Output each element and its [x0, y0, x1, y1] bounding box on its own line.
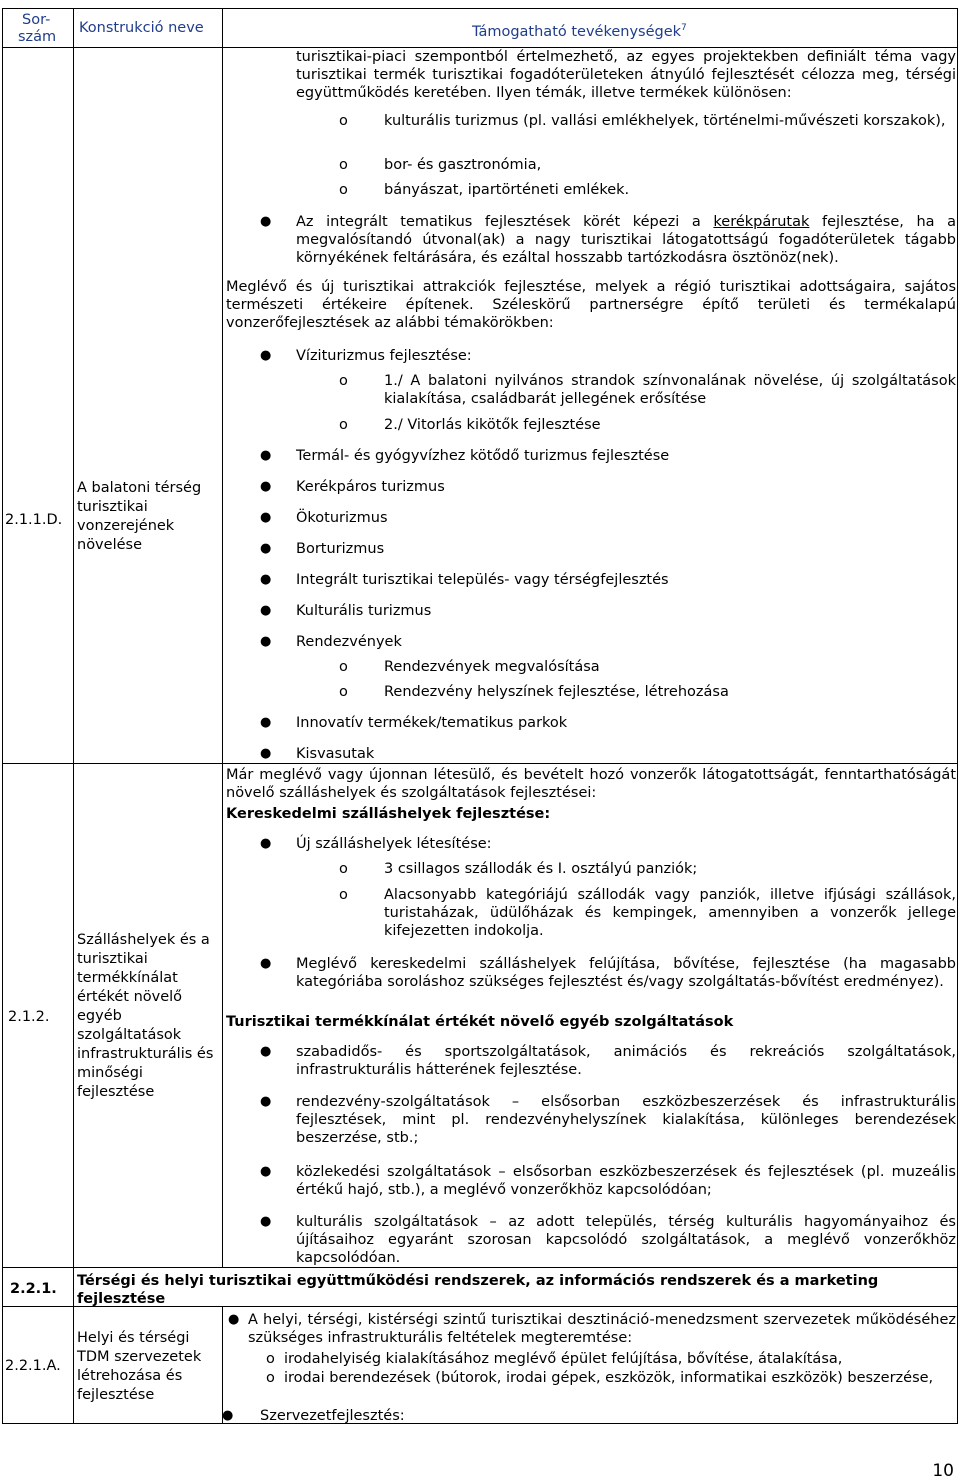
- page-number: 10: [932, 1461, 954, 1481]
- row2-new-accom: Új szálláshelyek létesítése:: [296, 836, 492, 852]
- row3-title: Térségi és helyi turisztikai együttműködési rendszerek, az információs rendszerek és a marketing fejlesztése: [77, 1273, 879, 1307]
- row2-heading-commercial: Kereskedelmi szálláshelyek fejlesztése:: [226, 806, 551, 822]
- row1-code: 2.1.1.D.: [5, 512, 63, 528]
- row1-theme-2: bor- és gasztronómia,: [384, 157, 542, 173]
- bullet-icon: ●: [260, 603, 272, 618]
- row1-topic-railway: Kisvasutak: [296, 746, 375, 762]
- header-sorszam-line2: szám: [18, 29, 57, 45]
- header-tamogathato: [472, 20, 687, 41]
- row1-theme-3: bányászat, ipartörténeti emlékek.: [384, 182, 630, 198]
- row1-theme-1: kulturális turizmus (pl. vallási emlékhelyek, történelmi-művészeti korszakok),: [384, 113, 946, 129]
- row3-code: 2.2.1.: [10, 1281, 57, 1297]
- circle-bullet: o: [339, 417, 348, 433]
- bullet-icon: ●: [260, 541, 272, 556]
- row2-name: Szálláshelyek és a turisztikai termékkínálat értékét növelő egyéb szolgáltatások infrastrukturális és minőségi fejlesztése: [77, 932, 214, 1100]
- bullet-icon: ●: [260, 715, 272, 730]
- bike-post: fejlesztése, ha a megvalósítandó útvonal(ak) a nagy turisztikai látogatottságú fogadóterületek tágabb környékének feltárására, és ezáltal hosszabb tartózkodásra ösztönöz(nek).: [296, 214, 956, 266]
- row2-intro: Már meglévő vagy újonnan létesülő, és bevételt hozó vonzerők látogatottságát, fenntarthatóságát növelő szálláshelyek és szolgáltatások fejlesztései:: [226, 767, 956, 801]
- row2-code: 2.1.2.: [8, 1009, 50, 1025]
- row4-name: Helyi és térségi TDM szervezetek létrehozása és fejlesztése: [77, 1330, 202, 1403]
- row1-events-sub2: Rendezvény helyszínek fejlesztése, létrehozása: [384, 684, 729, 700]
- row2-service-4: kulturális szolgáltatások – az adott település, térség kulturális hagyományaihoz és újításaihoz egyaránt szorosan kapcsolódó szolgáltatások, a meglévő vonzerőkhöz kapcsolódóan.: [296, 1214, 956, 1266]
- row2-existing-accom: Meglévő kereskedelmi szálláshelyek felújítása, bővítése, fejlesztése (ha magasabb kategóriába soroláshoz szükséges fejlesztést és/vagy szolgáltatás-bővítést eredményez).: [296, 956, 956, 990]
- circle-bullet: o: [339, 861, 348, 877]
- row2-heading-services: Turisztikai termékkínálat értékét növelő egyéb szolgáltatások: [226, 1014, 734, 1030]
- row2-service-1: szabadidős- és sportszolgáltatások, animációs és rekreációs szolgáltatások, infrastrukturális hátterének fejlesztése.: [296, 1044, 956, 1078]
- row1-topic-eco: Ökoturizmus: [296, 510, 388, 526]
- bullet-icon: ●: [260, 448, 272, 463]
- row1-intro: turisztikai-piaci szempontból értelmezhető, az egyes projektekben definiált téma vagy turisztikai termék turisztikai fogadóterületeken átnyúló fejlesztését célozza meg, térségi együttműködés keretében. Ilyen témák, illetve termékek különösen:: [296, 49, 956, 101]
- row4-bullet-2: Szervezetfejlesztés:: [260, 1408, 405, 1424]
- bullet-icon: ●: [260, 1164, 272, 1179]
- table-border-col2: [222, 8, 223, 1268]
- table-border-top: [2, 8, 958, 9]
- row1-topic-integrated: Integrált turisztikai település- vagy térségfejlesztés: [296, 572, 669, 588]
- row1-attractions: Meglévő és új turisztikai attrakciók fejlesztése, melyek a régió turisztikai adottságaira, sajátos természeti értékeire építenek. Széleskörű partnerségre építő területi és termékalapú vonzerőfejlesztések az alábbi témakörökben:: [226, 279, 956, 331]
- header-sorszam: [22, 12, 50, 29]
- circle-bullet: o: [339, 182, 348, 198]
- row1-topic-water: Víziturizmus fejlesztése:: [296, 348, 472, 364]
- bullet-icon: ●: [260, 1044, 272, 1059]
- row2-service-3: közlekedési szolgáltatások – elsősorban eszközbeszerzések és fejlesztések (pl. muzeális értékű hajó, stb.), a meglévő vonzerőkhöz kapcsolódóan;: [296, 1164, 956, 1198]
- footnote-ref: 7: [681, 23, 687, 33]
- bullet-icon: ●: [222, 1408, 234, 1423]
- bullet-icon: ●: [228, 1312, 240, 1327]
- row1-topic-bike: Kerékpáros turizmus: [296, 479, 445, 495]
- row1-name: A balatoni térség turisztikai vonzerejének növelése: [77, 480, 202, 553]
- circle-bullet: o: [266, 1370, 275, 1386]
- row1-water-sub1: 1./ A balatoni nyilvános strandok színvonalának növelése, új szolgáltatások kialakítása, családbarát jellegének erősítése: [384, 373, 956, 407]
- row2-new-sub1: 3 csillagos szállodák és I. osztályú panziók;: [384, 861, 698, 877]
- row1-bottom-border: [2, 763, 958, 764]
- circle-bullet: o: [339, 373, 348, 389]
- bullet-icon: ●: [260, 956, 272, 971]
- row1-bike-paragraph: [296, 213, 956, 267]
- table-border-col1: [73, 8, 74, 1424]
- bullet-icon: ●: [260, 836, 272, 851]
- circle-bullet: o: [339, 157, 348, 173]
- header-konstrukcio-neve: Konstrukció neve: [79, 20, 204, 36]
- bullet-icon: ●: [260, 510, 272, 525]
- row2-service-2: rendezvény-szolgáltatások – elsősorban eszközbeszerzések és infrastrukturális fejlesztések, mint pl. rendezvényhelyszínek kialakítása, különleges berendezések beszerzése, stb.;: [296, 1094, 956, 1146]
- table-border-right: [957, 8, 958, 1424]
- circle-bullet: o: [339, 659, 348, 675]
- bullet-icon: ●: [260, 1094, 272, 1109]
- header-sorszam-line1: Sor-: [22, 12, 51, 28]
- row1-topic-wine: Borturizmus: [296, 541, 385, 557]
- bullet-icon: ●: [260, 746, 272, 761]
- bike-pre: Az integrált tematikus fejlesztések körét képezi a: [296, 214, 701, 230]
- row1-topic-thermal: Termál- és gyógyvízhez kötődő turizmus fejlesztése: [296, 448, 670, 464]
- row1-water-sub2: 2./ Vitorlás kikötők fejlesztése: [384, 417, 601, 433]
- row1-topic-innovative: Innovatív termékek/tematikus parkok: [296, 715, 568, 731]
- header-sorszam-2: [18, 29, 56, 46]
- row4-bullet-1: A helyi, térségi, kistérségi szintű turisztikai desztináció-menedzsment szervezetek működéséhez szükséges infrastrukturális feltételek megteremtése:: [248, 1312, 956, 1346]
- header-tamogathato-text: Támogatható tevékenységek: [472, 23, 682, 40]
- circle-bullet: o: [339, 113, 348, 129]
- circle-bullet: o: [266, 1351, 275, 1367]
- row4-sub-1: irodahelyiség kialakításához meglévő épület felújítása, bővítése, átalakítása,: [284, 1351, 843, 1367]
- bullet-icon: ●: [260, 348, 272, 363]
- bullet-icon: ●: [260, 1214, 272, 1229]
- bike-link-text: kerékpárutak: [713, 214, 810, 230]
- row1-events-sub1: Rendezvények megvalósítása: [384, 659, 600, 675]
- row4-code: 2.2.1.A.: [5, 1358, 61, 1374]
- bullet-icon: ●: [260, 479, 272, 494]
- row2-bottom-border: [2, 1267, 958, 1268]
- bullet-icon: ●: [260, 634, 272, 649]
- table-border-left: [2, 8, 3, 1424]
- row2-new-sub2: Alacsonyabb kategóriájú szállodák vagy panziók, illetve ifjúsági szállások, turistaházak, üdülőházak és kempingek, amennyiben a vonzerők jellege kifejezetten indokolja.: [384, 887, 956, 939]
- bullet-icon: ●: [260, 572, 272, 587]
- row1-topic-culture: Kulturális turizmus: [296, 603, 432, 619]
- circle-bullet: o: [339, 684, 348, 700]
- circle-bullet: o: [339, 887, 348, 903]
- bullet-icon: ●: [260, 214, 272, 229]
- row1-topic-events: Rendezvények: [296, 634, 402, 650]
- row4-sub-2: irodai berendezések (bútorok, irodai gépek, eszközök, informatikai eszközök) beszerzése,: [284, 1370, 934, 1386]
